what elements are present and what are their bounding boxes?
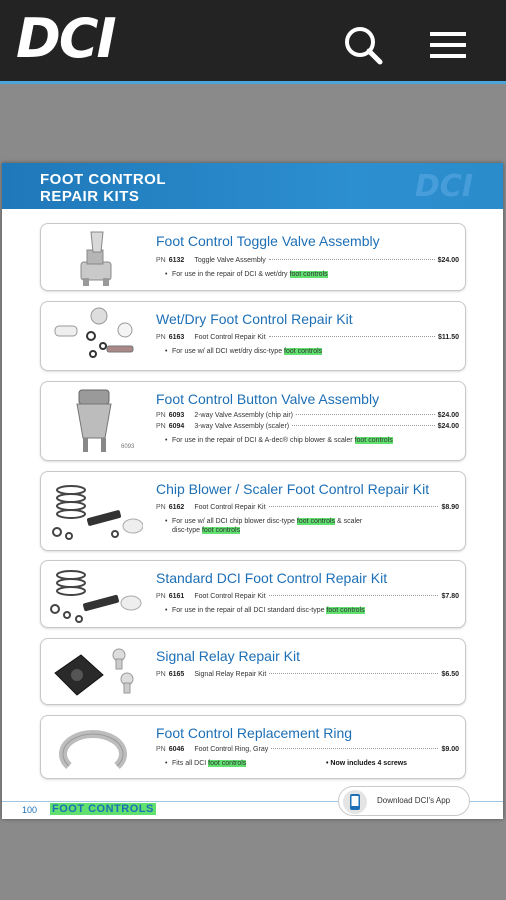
replacement-ring-image xyxy=(47,720,143,776)
leader-dots xyxy=(269,673,438,674)
part-number: 6093 xyxy=(168,412,185,419)
part-price: $11.50 xyxy=(437,334,459,341)
menu-button[interactable] xyxy=(428,28,470,62)
pn-label: PN xyxy=(156,334,166,341)
chip-blower-kit-image xyxy=(47,476,143,548)
part-description: Toggle Valve Assembly xyxy=(194,257,266,264)
dci-logo[interactable]: DCI xyxy=(16,7,115,70)
footer-section-label: FOOT CONTROLS xyxy=(52,803,154,815)
product-card-replacement-ring[interactable] xyxy=(40,715,466,779)
pn-label: PN xyxy=(156,593,166,600)
part-price: $9.00 xyxy=(441,746,459,753)
section-title xyxy=(40,171,240,205)
product-card-toggle-valve[interactable] xyxy=(40,223,466,291)
note-text: Fits all DCI xyxy=(172,760,209,767)
pn-label: PN xyxy=(156,671,166,678)
app-header xyxy=(0,0,506,84)
leader-dots xyxy=(269,259,435,260)
leader-dots xyxy=(269,336,435,337)
part-number: 6132 xyxy=(168,257,185,264)
note-highlight: foot controls xyxy=(354,437,393,444)
part-price: $6.50 xyxy=(441,671,459,678)
note-highlight: foot controls xyxy=(208,760,247,767)
note-highlight-line2: foot controls xyxy=(201,527,241,534)
part-row xyxy=(156,746,459,757)
note-highlight: foot controls xyxy=(326,607,365,614)
part-row xyxy=(156,334,459,345)
part-row xyxy=(156,504,459,515)
part-number: 6163 xyxy=(168,334,185,341)
product-card-standard-kit[interactable] xyxy=(40,560,466,628)
part-row xyxy=(156,412,459,423)
usage-note xyxy=(156,347,459,356)
usage-note xyxy=(156,606,459,615)
part-description: Foot Control Repair Kit xyxy=(194,334,266,341)
note-highlight: foot controls xyxy=(284,348,323,355)
part-price: $24.00 xyxy=(437,257,459,264)
part-price: $7.80 xyxy=(441,593,459,600)
product-title[interactable]: Chip Blower / Scaler Foot Control Repair Kit xyxy=(156,481,430,497)
usage-note xyxy=(156,270,459,279)
svg-text:6093: 6093 xyxy=(121,444,135,450)
leader-dots xyxy=(269,506,439,507)
product-card-wet-dry-kit[interactable] xyxy=(40,301,466,371)
download-app-button[interactable] xyxy=(338,786,470,816)
phone-icon xyxy=(343,790,367,814)
note-text: For use in the repair of all DCI standard disc-type xyxy=(172,607,327,614)
toggle-valve-image xyxy=(47,228,143,288)
page-number: 100 xyxy=(22,805,38,815)
wet-dry-kit-image xyxy=(47,306,143,368)
pn-label: PN xyxy=(156,423,166,430)
note-highlight: foot controls xyxy=(289,271,328,278)
part-row xyxy=(156,593,459,604)
button-valve-image xyxy=(47,386,143,458)
leader-dots xyxy=(269,595,439,596)
standard-kit-image xyxy=(47,565,143,627)
note-text: For use w/ all DCI chip blower disc-type xyxy=(172,518,297,525)
product-card-signal-relay-kit[interactable] xyxy=(40,638,466,705)
usage-note xyxy=(156,759,459,768)
product-title[interactable]: Standard DCI Foot Control Repair Kit xyxy=(156,570,388,586)
catalog-page xyxy=(2,163,503,819)
product-title[interactable]: Foot Control Toggle Valve Assembly xyxy=(156,233,380,249)
banner-watermark-logo: DCI xyxy=(414,169,473,204)
part-description: Signal Relay Repair Kit xyxy=(194,671,267,678)
signal-relay-kit-image xyxy=(47,643,143,703)
search-icon xyxy=(342,24,384,66)
part-number: 6094 xyxy=(168,423,185,430)
part-description: Foot Control Repair Kit xyxy=(194,593,266,600)
part-number: 6161 xyxy=(168,593,185,600)
leader-dots xyxy=(296,414,435,415)
part-number: 6162 xyxy=(168,504,185,511)
note-highlight: foot controls xyxy=(296,518,336,525)
part-description: 3-way Valve Assembly (scaler) xyxy=(194,423,290,430)
part-description: Foot Control Repair Kit xyxy=(194,504,266,511)
part-description: Foot Control Ring, Gray xyxy=(194,746,269,753)
part-description: 2-way Valve Assembly (chip air) xyxy=(194,412,293,419)
pn-label: PN xyxy=(156,412,166,419)
part-number: 6165 xyxy=(168,671,185,678)
pn-label: PN xyxy=(156,257,166,264)
usage-note xyxy=(156,517,459,535)
phone-app-icon xyxy=(343,790,367,814)
note-text: For use in the repair of DCI & wet/dry xyxy=(172,271,290,278)
usage-note xyxy=(156,436,459,445)
leader-dots xyxy=(292,425,434,426)
product-card-chip-blower-kit[interactable] xyxy=(40,471,466,551)
pn-label: PN xyxy=(156,746,166,753)
part-price: $24.00 xyxy=(437,412,459,419)
note-text-tail: & scaler xyxy=(335,518,363,525)
part-price: $8.90 xyxy=(441,504,459,511)
part-row xyxy=(156,671,459,682)
section-title-line1: FOOT CONTROL xyxy=(40,171,166,188)
section-banner xyxy=(2,163,503,209)
product-title[interactable]: Wet/Dry Foot Control Repair Kit xyxy=(156,311,353,327)
product-title[interactable]: Foot Control Replacement Ring xyxy=(156,725,353,741)
download-app-label: Download DCI's App xyxy=(377,796,451,805)
part-price: $24.00 xyxy=(437,423,459,430)
extra-note: • Now includes 4 screws xyxy=(326,760,408,767)
part-row xyxy=(156,257,459,268)
part-row xyxy=(156,423,459,434)
hamburger-menu-icon xyxy=(428,28,470,62)
product-title[interactable]: Foot Control Button Valve Assembly xyxy=(156,391,380,407)
note-text-line2: disc-type xyxy=(172,527,202,534)
note-text: For use w/ all DCI wet/dry disc-type xyxy=(172,348,285,355)
product-card-button-valve[interactable] xyxy=(40,381,466,461)
search-button[interactable] xyxy=(342,24,384,66)
note-text: For use in the repair of DCI & A-dec® chip blower & scaler xyxy=(172,437,355,444)
part-number: 6046 xyxy=(168,746,185,753)
extra-note-text: Now includes 4 screws xyxy=(330,760,408,767)
product-title[interactable]: Signal Relay Repair Kit xyxy=(156,648,300,664)
section-title-line2: REPAIR KITS xyxy=(40,188,140,205)
pn-label: PN xyxy=(156,504,166,511)
leader-dots xyxy=(271,748,438,749)
